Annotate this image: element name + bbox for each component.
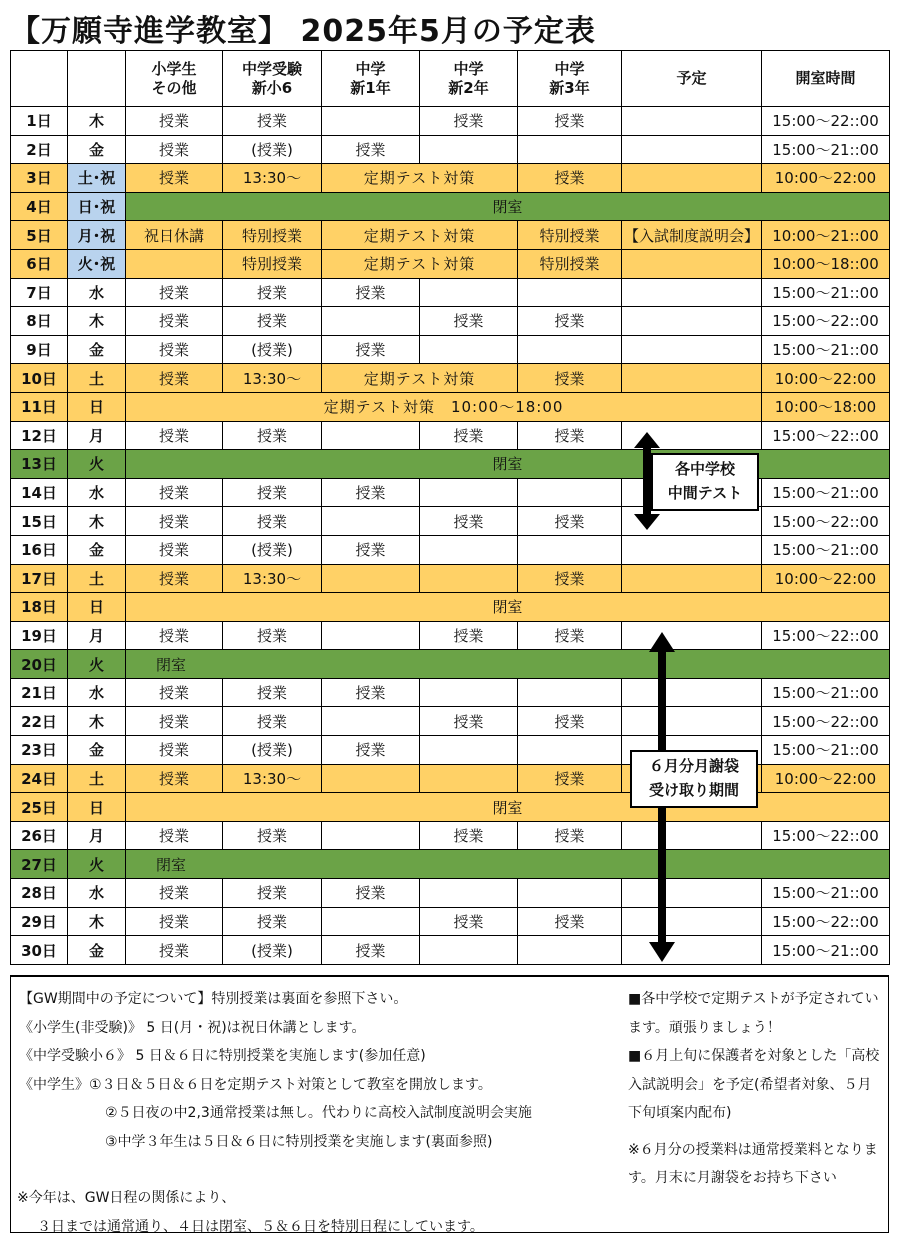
hours-cell: 15:00～21::00 [762, 335, 890, 364]
j2-cell: 授業 [420, 507, 518, 536]
weekday-cell: 金 [68, 135, 126, 164]
weekday-cell: 金 [68, 535, 126, 564]
date-cell: 6日 [11, 249, 68, 278]
date-cell: 10日 [11, 364, 68, 393]
weekday-cell: 火 [68, 650, 126, 679]
plan-cell [622, 707, 762, 736]
exam6-cell: 13:30～ [223, 164, 322, 193]
hours-cell: 15:00～21::00 [762, 535, 890, 564]
header-hours: 開室時間 [762, 51, 890, 107]
hours-cell: 15:00～22::00 [762, 507, 890, 536]
exam6-cell: 13:30～ [223, 564, 322, 593]
test-prep-cell: 定期テスト対策 [322, 364, 518, 393]
header-weekday [68, 51, 126, 107]
plan-cell [622, 164, 762, 193]
day-row [11, 907, 890, 936]
closed-cell: 閉室 [126, 593, 890, 622]
header-j1: 中学 新1年 [322, 51, 420, 107]
j3-cell: 授業 [518, 821, 622, 850]
weekday-cell: 月･祝 [68, 221, 126, 250]
j3-cell: 授業 [518, 764, 622, 793]
note-line: 《小学生(非受験)》 5 日(月・祝)は祝日休講とします。 [19, 1019, 366, 1036]
j1-cell: 授業 [322, 135, 420, 164]
weekday-cell: 水 [68, 879, 126, 908]
date-cell: 20日 [11, 650, 68, 679]
plan-cell [622, 535, 762, 564]
j3-cell [518, 736, 622, 765]
day-row [11, 707, 890, 736]
weekday-cell: 日 [68, 392, 126, 421]
hours-cell: 15:00～21::00 [762, 936, 890, 965]
j2-cell [420, 278, 518, 307]
date-cell: 13日 [11, 450, 68, 479]
day-row [11, 421, 890, 450]
note-line: ③中学３年生は５日＆６日に特別授業を実施します(裏面参照) [105, 1133, 493, 1150]
weekday-cell: 日 [68, 593, 126, 622]
test-prep-cell: 定期テスト対策 [322, 221, 518, 250]
j2-cell: 授業 [420, 421, 518, 450]
exam6-cell: 授業 [223, 478, 322, 507]
elementary-cell: 授業 [126, 564, 223, 593]
day-row [11, 135, 890, 164]
j1-cell [322, 707, 420, 736]
exam6-cell: (授業) [223, 335, 322, 364]
notes-panel [10, 975, 889, 1233]
date-cell: 25日 [11, 793, 68, 822]
exam6-cell: (授業) [223, 936, 322, 965]
weekday-cell: 木 [68, 507, 126, 536]
test-prep-cell: 定期テスト対策 [322, 249, 518, 278]
j2-cell [420, 478, 518, 507]
j3-cell [518, 678, 622, 707]
j3-cell: 授業 [518, 507, 622, 536]
header-exam6: 中学受験 新小6 [223, 51, 322, 107]
day-row [11, 278, 890, 307]
date-cell: 28日 [11, 879, 68, 908]
exam6-cell: 13:30～ [223, 364, 322, 393]
note-line: ※今年は、GW日程の関係により、 [17, 1190, 236, 1206]
j1-cell: 授業 [322, 278, 420, 307]
date-cell: 24日 [11, 764, 68, 793]
date-cell: 15日 [11, 507, 68, 536]
j3-cell: 授業 [518, 907, 622, 936]
hours-cell: 10:00～22:00 [762, 564, 890, 593]
hours-cell: 15:00～21::00 [762, 736, 890, 765]
elementary-cell: 授業 [126, 478, 223, 507]
exam6-cell: 授業 [223, 278, 322, 307]
note-paragraph: ■６月上旬に保護者を対象とした「高校入試説明会」を予定(希望者対象、５月下旬頃案内配布) [628, 1048, 880, 1121]
date-cell: 9日 [11, 335, 68, 364]
weekday-cell: 木 [68, 107, 126, 136]
plan-cell [622, 678, 762, 707]
date-cell: 7日 [11, 278, 68, 307]
date-cell: 3日 [11, 164, 68, 193]
date-cell: 16日 [11, 535, 68, 564]
j2-cell [420, 535, 518, 564]
j3-cell [518, 278, 622, 307]
j1-cell [322, 764, 420, 793]
day-row [11, 164, 890, 193]
hours-cell: 15:00～22::00 [762, 107, 890, 136]
hours-cell: 10:00～22:00 [762, 364, 890, 393]
day-row [11, 621, 890, 650]
exam6-cell: 授業 [223, 678, 322, 707]
exam6-cell: 特別授業 [223, 249, 322, 278]
plan-cell [622, 107, 762, 136]
day-row [11, 307, 890, 336]
test-prep-day-cell: 定期テスト対策 10:00～18:00 [126, 392, 762, 421]
j2-cell [420, 764, 518, 793]
j2-cell: 授業 [420, 107, 518, 136]
fee-label: ６月分月謝袋 受け取り期間 [630, 750, 758, 808]
closed-cell: 閉室 [126, 192, 890, 221]
header-row [11, 51, 890, 107]
j1-cell: 授業 [322, 736, 420, 765]
header-elementary: 小学生 その他 [126, 51, 223, 107]
weekday-cell: 水 [68, 478, 126, 507]
weekday-cell: 木 [68, 907, 126, 936]
hours-cell: 15:00～21::00 [762, 135, 890, 164]
midterm-label: 各中学校 中間テスト [651, 453, 759, 511]
date-cell: 8日 [11, 307, 68, 336]
elementary-cell [126, 249, 223, 278]
j1-cell [322, 307, 420, 336]
plan-cell [622, 879, 762, 908]
hours-cell: 15:00～22::00 [762, 307, 890, 336]
date-cell: 21日 [11, 678, 68, 707]
weekday-cell: 木 [68, 307, 126, 336]
j1-cell [322, 421, 420, 450]
hours-cell: 15:00～21::00 [762, 879, 890, 908]
day-row [11, 564, 890, 593]
plan-cell [622, 364, 762, 393]
j1-cell [322, 621, 420, 650]
plan-cell [622, 564, 762, 593]
j3-cell [518, 335, 622, 364]
j1-cell [322, 507, 420, 536]
plan-cell [622, 907, 762, 936]
day-row [11, 821, 890, 850]
elementary-cell: 授業 [126, 907, 223, 936]
j1-cell: 授業 [322, 478, 420, 507]
weekday-cell: 土 [68, 564, 126, 593]
j3-cell [518, 478, 622, 507]
hours-cell: 15:00～22::00 [762, 421, 890, 450]
exam6-cell: 授業 [223, 107, 322, 136]
hours-cell: 10:00～22:00 [762, 164, 890, 193]
note-line: 【GW期間中の予定について】特別授業は裏面を参照下さい。 [19, 991, 408, 1007]
j3-cell: 授業 [518, 421, 622, 450]
weekday-cell: 月 [68, 821, 126, 850]
j1-cell: 授業 [322, 678, 420, 707]
weekday-cell: 火 [68, 450, 126, 479]
date-cell: 12日 [11, 421, 68, 450]
j1-cell [322, 564, 420, 593]
hours-cell: 10:00～21::00 [762, 221, 890, 250]
weekday-cell: 水 [68, 278, 126, 307]
date-cell: 2日 [11, 135, 68, 164]
j2-cell: 授業 [420, 307, 518, 336]
date-cell: 27日 [11, 850, 68, 879]
j3-cell [518, 936, 622, 965]
j2-cell [420, 564, 518, 593]
date-cell: 1日 [11, 107, 68, 136]
weekday-cell: 金 [68, 736, 126, 765]
plan-cell [622, 621, 762, 650]
elementary-cell: 授業 [126, 421, 223, 450]
plan-cell [622, 821, 762, 850]
j3-cell [518, 135, 622, 164]
day-row [11, 192, 890, 221]
elementary-cell: 授業 [126, 507, 223, 536]
j3-cell: 授業 [518, 164, 622, 193]
exam6-cell: 授業 [223, 821, 322, 850]
elementary-cell: 授業 [126, 364, 223, 393]
header-plan: 予定 [622, 51, 762, 107]
date-cell: 11日 [11, 392, 68, 421]
weekday-cell: 水 [68, 678, 126, 707]
elementary-cell: 授業 [126, 879, 223, 908]
j1-cell: 授業 [322, 535, 420, 564]
j3-cell: 授業 [518, 707, 622, 736]
exam6-cell: (授業) [223, 535, 322, 564]
plan-cell [622, 335, 762, 364]
closed-cell: 閉室 [126, 793, 890, 822]
j3-cell: 授業 [518, 621, 622, 650]
day-row [11, 507, 890, 536]
j3-cell: 特別授業 [518, 221, 622, 250]
j2-cell [420, 335, 518, 364]
day-row [11, 650, 890, 679]
exam6-cell: 授業 [223, 907, 322, 936]
weekday-cell: 土 [68, 764, 126, 793]
weekday-cell: 土 [68, 364, 126, 393]
plan-cell [622, 278, 762, 307]
weekday-cell: 日･祝 [68, 192, 126, 221]
hours-cell: 15:00～21::00 [762, 678, 890, 707]
j1-cell [322, 107, 420, 136]
day-row [11, 364, 890, 393]
j2-cell: 授業 [420, 621, 518, 650]
note-line: ３日までは通常通り、４日は閉室、５＆６日を特別日程にしています。 [37, 1218, 484, 1235]
note-line: 《中学受験小６》 5 日＆６日に特別授業を実施します(参加任意) [19, 1048, 426, 1064]
elementary-cell: 授業 [126, 135, 223, 164]
header-j2: 中学 新2年 [420, 51, 518, 107]
plan-cell: 【入試制度説明会】 [622, 221, 762, 250]
j3-cell [518, 879, 622, 908]
hours-cell: 10:00～18:00 [762, 392, 890, 421]
closed-cell: 閉室 [126, 650, 890, 679]
j2-cell: 授業 [420, 907, 518, 936]
closed-cell: 閉室 [126, 850, 890, 879]
closed-cell: 閉室 [126, 450, 890, 479]
j2-cell [420, 135, 518, 164]
elementary-cell: 授業 [126, 707, 223, 736]
j1-cell [322, 907, 420, 936]
note-paragraph: ■各中学校で定期テストが予定されています。頑張りましょう！ [628, 991, 879, 1036]
notes-left [19, 985, 619, 1241]
elementary-cell: 授業 [126, 335, 223, 364]
j2-cell [420, 879, 518, 908]
exam6-cell: 授業 [223, 621, 322, 650]
j3-cell: 授業 [518, 307, 622, 336]
elementary-cell: 授業 [126, 107, 223, 136]
weekday-cell: 火･祝 [68, 249, 126, 278]
day-row [11, 535, 890, 564]
exam6-cell: (授業) [223, 736, 322, 765]
weekday-cell: 金 [68, 936, 126, 965]
day-row [11, 107, 890, 136]
hours-cell: 15:00～22::00 [762, 821, 890, 850]
j1-cell: 授業 [322, 335, 420, 364]
elementary-cell: 授業 [126, 936, 223, 965]
j2-cell [420, 736, 518, 765]
weekday-cell: 金 [68, 335, 126, 364]
exam6-cell: 授業 [223, 421, 322, 450]
date-cell: 5日 [11, 221, 68, 250]
exam6-cell: 授業 [223, 507, 322, 536]
j2-cell [420, 936, 518, 965]
hours-cell: 15:00～22::00 [762, 621, 890, 650]
j1-cell [322, 821, 420, 850]
date-cell: 23日 [11, 736, 68, 765]
exam6-cell: 授業 [223, 879, 322, 908]
hours-cell: 15:00～22::00 [762, 907, 890, 936]
weekday-cell: 日 [68, 793, 126, 822]
weekday-cell: 木 [68, 707, 126, 736]
page-title: 【万願寺進学教室】 2025年5月の予定表 [10, 14, 596, 49]
hours-cell: 10:00～22:00 [762, 764, 890, 793]
elementary-cell: 授業 [126, 164, 223, 193]
j3-cell: 授業 [518, 564, 622, 593]
day-row [11, 678, 890, 707]
plan-cell [622, 307, 762, 336]
j2-cell: 授業 [420, 707, 518, 736]
note-paragraph: ※６月分の授業料は通常授業料となります。月末に月謝袋をお持ち下さい [628, 1141, 878, 1186]
weekday-cell: 月 [68, 621, 126, 650]
j2-cell: 授業 [420, 821, 518, 850]
day-row [11, 249, 890, 278]
date-cell: 22日 [11, 707, 68, 736]
hours-cell: 15:00～21::00 [762, 278, 890, 307]
notes-right [628, 985, 884, 1193]
weekday-cell: 火 [68, 850, 126, 879]
elementary-cell: 授業 [126, 535, 223, 564]
elementary-cell: 授業 [126, 764, 223, 793]
plan-cell [622, 936, 762, 965]
note-line: 《中学生》①３日＆５日＆６日を定期テスト対策として教室を開放します。 [19, 1076, 492, 1093]
date-cell: 17日 [11, 564, 68, 593]
hours-cell: 15:00～21::00 [762, 478, 890, 507]
day-row [11, 850, 890, 879]
elementary-cell: 授業 [126, 736, 223, 765]
exam6-cell: 授業 [223, 707, 322, 736]
exam6-cell: 13:30～ [223, 764, 322, 793]
hours-cell: 15:00～22::00 [762, 707, 890, 736]
j3-cell: 授業 [518, 107, 622, 136]
elementary-cell: 祝日休講 [126, 221, 223, 250]
date-cell: 18日 [11, 593, 68, 622]
hours-cell: 10:00～18::00 [762, 249, 890, 278]
exam6-cell: (授業) [223, 135, 322, 164]
j2-cell [420, 678, 518, 707]
date-cell: 14日 [11, 478, 68, 507]
header-j3: 中学 新3年 [518, 51, 622, 107]
exam6-cell: 特別授業 [223, 221, 322, 250]
date-cell: 26日 [11, 821, 68, 850]
elementary-cell: 授業 [126, 821, 223, 850]
j1-cell: 授業 [322, 879, 420, 908]
day-row [11, 593, 890, 622]
day-row [11, 879, 890, 908]
day-row [11, 335, 890, 364]
date-cell: 4日 [11, 192, 68, 221]
j3-cell: 特別授業 [518, 249, 622, 278]
day-row [11, 221, 890, 250]
day-row [11, 392, 890, 421]
date-cell: 29日 [11, 907, 68, 936]
plan-cell [622, 135, 762, 164]
weekday-cell: 土･祝 [68, 164, 126, 193]
exam6-cell: 授業 [223, 307, 322, 336]
weekday-cell: 月 [68, 421, 126, 450]
j3-cell [518, 535, 622, 564]
elementary-cell: 授業 [126, 621, 223, 650]
elementary-cell: 授業 [126, 307, 223, 336]
day-row [11, 936, 890, 965]
note-line: ②５日夜の中2,3通常授業は無し。代わりに高校入試制度説明会実施 [105, 1105, 532, 1121]
j1-cell: 授業 [322, 936, 420, 965]
elementary-cell: 授業 [126, 678, 223, 707]
elementary-cell: 授業 [126, 278, 223, 307]
date-cell: 19日 [11, 621, 68, 650]
header-date [11, 51, 68, 107]
note-line [19, 1156, 619, 1184]
plan-cell [622, 249, 762, 278]
j3-cell: 授業 [518, 364, 622, 393]
date-cell: 30日 [11, 936, 68, 965]
test-prep-cell: 定期テスト対策 [322, 164, 518, 193]
